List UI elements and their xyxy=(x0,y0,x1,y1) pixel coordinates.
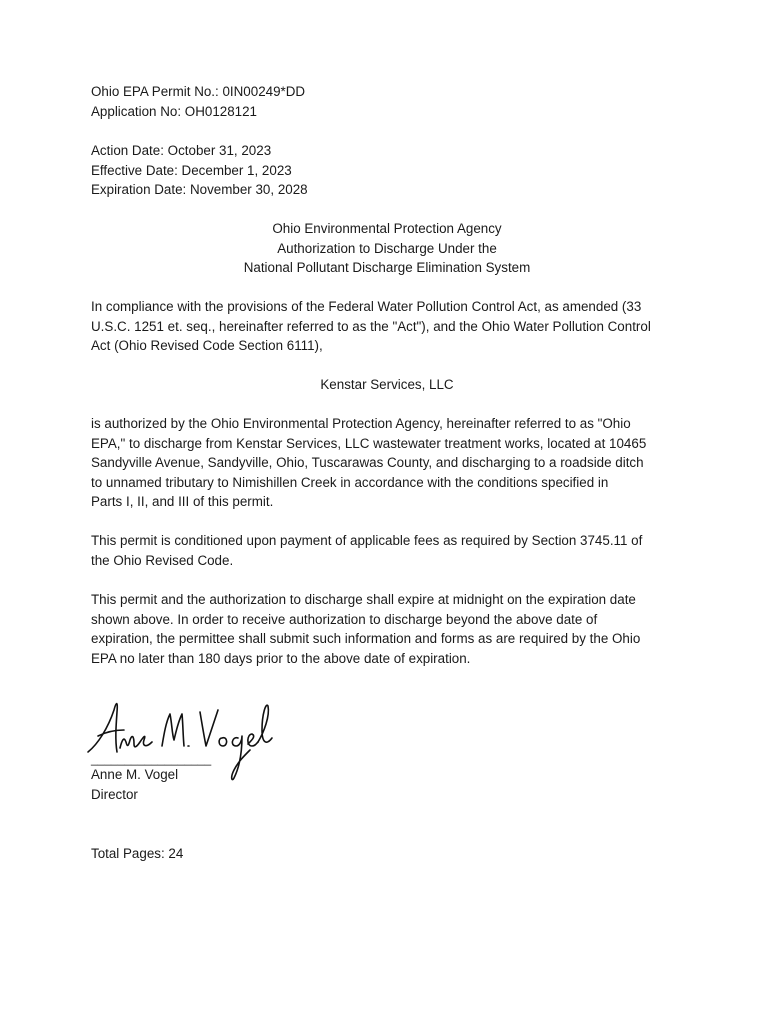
compliance-paragraph xyxy=(91,297,683,356)
agency-heading xyxy=(91,219,683,278)
signatory-name: Anne M. Vogel xyxy=(91,767,179,782)
compliance-line: U.S.C. 1251 et. seq., hereinafter referred to as the "Act"), and the Ohio Water Pollution Control xyxy=(91,318,651,334)
application-number: Application No: OH0128121 xyxy=(91,103,258,119)
fees-line: the Ohio Revised Code. xyxy=(91,552,234,568)
expiration-date: Expiration Date: November 30, 2028 xyxy=(91,182,308,198)
signature-underline: __________________ xyxy=(91,752,212,766)
authorization-line: to unnamed tributary to Nimishillen Creek in accordance with the conditions specified in xyxy=(91,474,609,490)
permittee-name xyxy=(91,375,683,395)
fees-paragraph xyxy=(91,531,683,570)
agency-line-2: Authorization to Discharge Under the xyxy=(277,240,497,256)
permit-number: Ohio EPA Permit No.: 0IN00249*DD xyxy=(91,84,306,99)
total-pages: Total Pages: 24 xyxy=(91,846,184,861)
authorization-line: EPA," to discharge from Kenstar Services, LLC wastewater treatment works, located at 10465 xyxy=(91,435,647,451)
page-count xyxy=(91,844,683,864)
signatory xyxy=(91,765,683,804)
fees-line: This permit is conditioned upon payment of applicable fees as required by Section 3745.11 of xyxy=(91,533,643,548)
expiration-line: expiration, the permittee shall submit such information and forms as are required by the Ohio xyxy=(91,631,641,647)
authorization-paragraph xyxy=(91,414,683,512)
effective-date: Effective Date: December 1, 2023 xyxy=(91,162,292,178)
action-date: Action Date: October 31, 2023 xyxy=(91,143,272,158)
permit-dates xyxy=(91,141,683,200)
authorization-line: Sandyville Avenue, Sandyville, Ohio, Tuscarawas County, and discharging to a roadside ditch xyxy=(91,455,644,471)
authorization-line: Parts I, II, and III of this permit. xyxy=(91,494,274,510)
compliance-line: In compliance with the provisions of the Federal Water Pollution Control Act, as amended (33 xyxy=(91,299,642,314)
permittee-name-text: Kenstar Services, LLC xyxy=(320,377,454,392)
agency-line-3: National Pollutant Discharge Elimination System xyxy=(243,260,531,276)
expiration-line: This permit and the authorization to discharge shall expire at midnight on the expiration date xyxy=(91,592,636,607)
signatory-title: Director xyxy=(91,786,138,802)
expiration-paragraph xyxy=(91,590,683,668)
expiration-line: shown above. In order to receive authorization to discharge beyond the above date of xyxy=(91,611,598,627)
authorization-line: is authorized by the Ohio Environmental Protection Agency, hereinafter referred to as "Ohio xyxy=(91,416,631,431)
permit-header xyxy=(91,82,683,121)
agency-line-1: Ohio Environmental Protection Agency xyxy=(272,221,502,236)
expiration-line: EPA no later than 180 days prior to the above date of expiration. xyxy=(91,650,471,666)
compliance-line: Act (Ohio Revised Code Section 6111), xyxy=(91,338,323,354)
